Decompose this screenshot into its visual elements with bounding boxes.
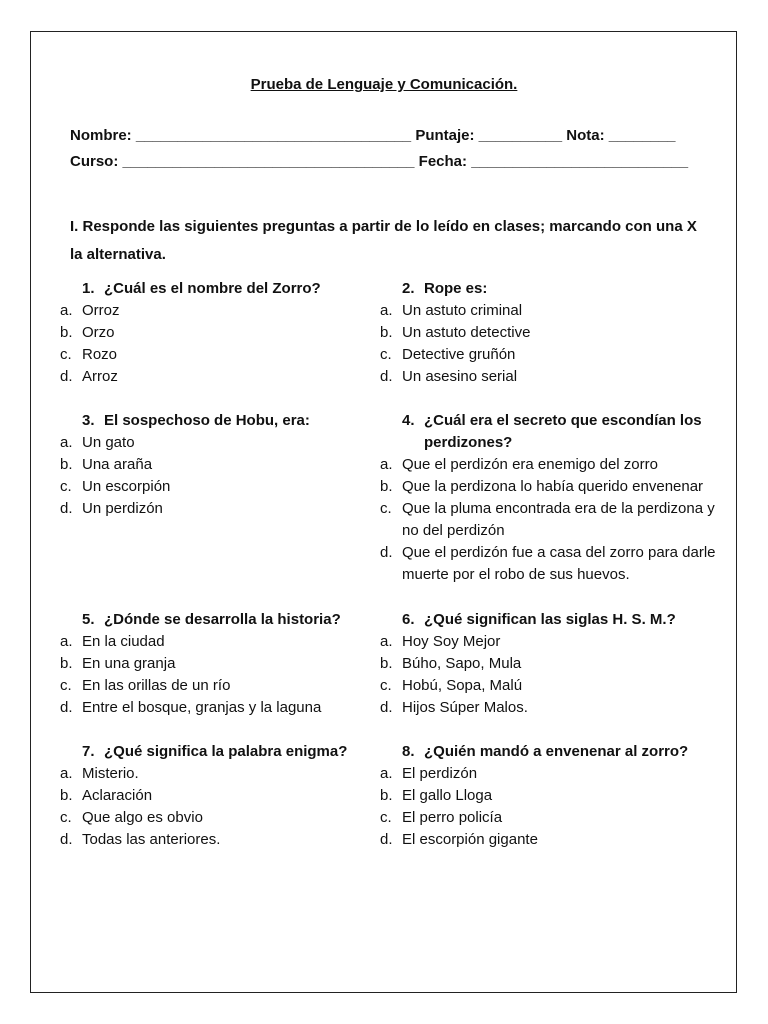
option-text: Un astuto criminal bbox=[402, 302, 523, 319]
answer-option[interactable] bbox=[380, 366, 732, 388]
question-heading bbox=[402, 278, 732, 300]
answer-option[interactable] bbox=[60, 432, 372, 454]
option-text: Entre el bosque, granjas y la laguna bbox=[82, 699, 322, 716]
option-text: El perdizón bbox=[402, 765, 478, 782]
question-text: ¿Qué significan las siglas H. S. M.? bbox=[424, 611, 676, 628]
option-text: El escorpión gigante bbox=[402, 831, 538, 848]
curso-label: Curso: bbox=[70, 153, 119, 170]
puntaje-label: Puntaje: bbox=[415, 127, 475, 144]
answer-option[interactable] bbox=[380, 344, 732, 366]
answer-option[interactable] bbox=[380, 300, 732, 322]
option-letter: c. bbox=[380, 677, 392, 694]
question-heading bbox=[82, 741, 372, 763]
option-letter: b. bbox=[380, 655, 393, 672]
option-text: Rozo bbox=[82, 346, 118, 363]
option-letter: a. bbox=[60, 302, 73, 319]
answer-option[interactable] bbox=[380, 829, 732, 851]
question-number: 8. bbox=[402, 743, 415, 760]
question-text: ¿Dónde se desarrolla la historia? bbox=[104, 611, 341, 628]
option-text: En las orillas de un río bbox=[82, 677, 231, 694]
option-text: Aclaración bbox=[82, 787, 153, 804]
option-text: Un gato bbox=[82, 434, 135, 451]
question-1 bbox=[60, 278, 372, 388]
answer-option[interactable] bbox=[60, 322, 372, 344]
option-letter: c. bbox=[60, 677, 72, 694]
answer-option[interactable] bbox=[60, 675, 372, 697]
question-text: El sospechoso de Hobu, era: bbox=[104, 412, 310, 429]
option-text: Búho, Sapo, Mula bbox=[402, 655, 522, 672]
answer-option[interactable] bbox=[380, 785, 732, 807]
answer-option[interactable] bbox=[60, 498, 372, 520]
answer-option[interactable] bbox=[380, 322, 732, 344]
option-text: Que la pluma encontrada era de la perdizona y no del perdizón bbox=[402, 500, 715, 539]
header-row-2 bbox=[70, 153, 688, 170]
answer-option[interactable] bbox=[60, 785, 372, 807]
option-letter: a. bbox=[60, 765, 73, 782]
answer-option[interactable] bbox=[380, 476, 732, 498]
puntaje-field[interactable]: __________ bbox=[478, 127, 563, 144]
question-number: 5. bbox=[82, 611, 95, 628]
question-6 bbox=[380, 609, 732, 719]
option-letter: d. bbox=[380, 831, 393, 848]
option-letter: b. bbox=[60, 456, 73, 473]
option-text: Una araña bbox=[82, 456, 153, 473]
question-number: 6. bbox=[402, 611, 415, 628]
question-5 bbox=[60, 609, 372, 719]
question-heading bbox=[402, 741, 732, 763]
question-2 bbox=[380, 278, 732, 388]
question-number: 4. bbox=[402, 412, 415, 429]
instruction-text: I. Responde las siguientes preguntas a partir de lo leído en clases; marcando con una X la alternativa. bbox=[70, 218, 697, 263]
option-text: Un astuto detective bbox=[402, 324, 531, 341]
answer-option[interactable] bbox=[60, 829, 372, 851]
question-heading bbox=[82, 609, 372, 631]
option-letter: c. bbox=[380, 500, 392, 517]
answer-option[interactable] bbox=[380, 542, 732, 586]
option-text: Que el perdizón era enemigo del zorro bbox=[402, 456, 658, 473]
option-text: Todas las anteriores. bbox=[82, 831, 221, 848]
option-letter: c. bbox=[380, 809, 392, 826]
option-text: Detective gruñón bbox=[402, 346, 516, 363]
question-text: ¿Quién mandó a envenenar al zorro? bbox=[424, 743, 689, 760]
answer-option[interactable] bbox=[60, 300, 372, 322]
option-text: Que el perdizón fue a casa del zorro para darle muerte por el robo de sus huevos. bbox=[402, 544, 716, 583]
option-text: En la ciudad bbox=[82, 633, 165, 650]
answer-option[interactable] bbox=[60, 454, 372, 476]
answer-option[interactable] bbox=[380, 498, 732, 542]
option-text: Hijos Súper Malos. bbox=[402, 699, 528, 716]
answer-option[interactable] bbox=[60, 344, 372, 366]
question-heading bbox=[82, 278, 372, 300]
question-4 bbox=[380, 410, 732, 586]
option-letter: c. bbox=[60, 346, 72, 363]
option-text: Orroz bbox=[82, 302, 120, 319]
answer-option[interactable] bbox=[380, 631, 732, 653]
answer-option[interactable] bbox=[60, 653, 372, 675]
question-text: ¿Cuál era el secreto que escondían los perdizones? bbox=[424, 412, 702, 451]
answer-option[interactable] bbox=[60, 476, 372, 498]
option-letter: d. bbox=[60, 368, 73, 385]
option-text: Un escorpión bbox=[82, 478, 171, 495]
option-letter: a. bbox=[380, 302, 393, 319]
answer-option[interactable] bbox=[380, 454, 732, 476]
question-text: ¿Qué significa la palabra enigma? bbox=[104, 743, 348, 760]
option-letter: b. bbox=[60, 787, 73, 804]
option-text: Que la perdizona lo había querido envenenar bbox=[402, 478, 704, 495]
question-text: ¿Cuál es el nombre del Zorro? bbox=[104, 280, 321, 297]
question-8 bbox=[380, 741, 732, 851]
question-3 bbox=[60, 410, 372, 520]
option-letter: a. bbox=[380, 456, 393, 473]
option-letter: b. bbox=[380, 324, 393, 341]
option-letter: d. bbox=[380, 699, 393, 716]
answer-option[interactable] bbox=[380, 763, 732, 785]
answer-option[interactable] bbox=[60, 807, 372, 829]
fecha-field[interactable]: __________________________ bbox=[471, 153, 689, 170]
option-letter: d. bbox=[380, 544, 393, 561]
answer-option[interactable] bbox=[380, 653, 732, 675]
curso-field[interactable]: ___________________________________ bbox=[122, 153, 415, 170]
option-letter: d. bbox=[380, 368, 393, 385]
nota-label: Nota: bbox=[566, 127, 605, 144]
option-text: Misterio. bbox=[82, 765, 139, 782]
answer-option[interactable] bbox=[60, 763, 372, 785]
answer-option[interactable] bbox=[60, 366, 372, 388]
nombre-label: Nombre: bbox=[70, 127, 132, 144]
question-heading bbox=[402, 410, 732, 454]
fecha-label: Fecha: bbox=[418, 153, 468, 170]
answer-option[interactable] bbox=[380, 675, 732, 697]
option-letter: a. bbox=[380, 765, 393, 782]
option-text: Arroz bbox=[82, 368, 118, 385]
answer-option[interactable] bbox=[60, 631, 372, 653]
option-letter: a. bbox=[380, 633, 393, 650]
question-heading bbox=[402, 609, 732, 631]
option-text: En una granja bbox=[82, 655, 176, 672]
option-letter: d. bbox=[60, 699, 73, 716]
answer-option[interactable] bbox=[380, 697, 732, 719]
question-number: 7. bbox=[82, 743, 95, 760]
option-letter: d. bbox=[60, 831, 73, 848]
option-letter: c. bbox=[380, 346, 392, 363]
option-letter: d. bbox=[60, 500, 73, 517]
option-text: El gallo Lloga bbox=[402, 787, 493, 804]
option-letter: b. bbox=[60, 324, 73, 341]
option-letter: a. bbox=[60, 633, 73, 650]
header-row-1 bbox=[70, 127, 676, 144]
question-number: 1. bbox=[82, 280, 95, 297]
option-letter: c. bbox=[60, 809, 72, 826]
option-letter: a. bbox=[60, 434, 73, 451]
option-text: Orzo bbox=[82, 324, 115, 341]
page-title: Prueba de Lenguaje y Comunicación. bbox=[250, 76, 518, 93]
nota-field[interactable]: ________ bbox=[608, 127, 676, 144]
answer-option[interactable] bbox=[380, 807, 732, 829]
question-text: Rope es: bbox=[424, 280, 488, 297]
option-letter: c. bbox=[60, 478, 72, 495]
option-letter: b. bbox=[380, 787, 393, 804]
option-letter: b. bbox=[380, 478, 393, 495]
option-letter: b. bbox=[60, 655, 73, 672]
option-text: Que algo es obvio bbox=[82, 809, 203, 826]
option-text: Un perdizón bbox=[82, 500, 163, 517]
question-number: 3. bbox=[82, 412, 95, 429]
option-text: El perro policía bbox=[402, 809, 503, 826]
question-7 bbox=[60, 741, 372, 851]
question-heading bbox=[82, 410, 372, 432]
answer-option[interactable] bbox=[60, 697, 372, 719]
question-number: 2. bbox=[402, 280, 415, 297]
nombre-field[interactable]: _________________________________ bbox=[135, 127, 412, 144]
option-text: Hoy Soy Mejor bbox=[402, 633, 501, 650]
option-text: Un asesino serial bbox=[402, 368, 518, 385]
option-text: Hobú, Sopa, Malú bbox=[402, 677, 523, 694]
